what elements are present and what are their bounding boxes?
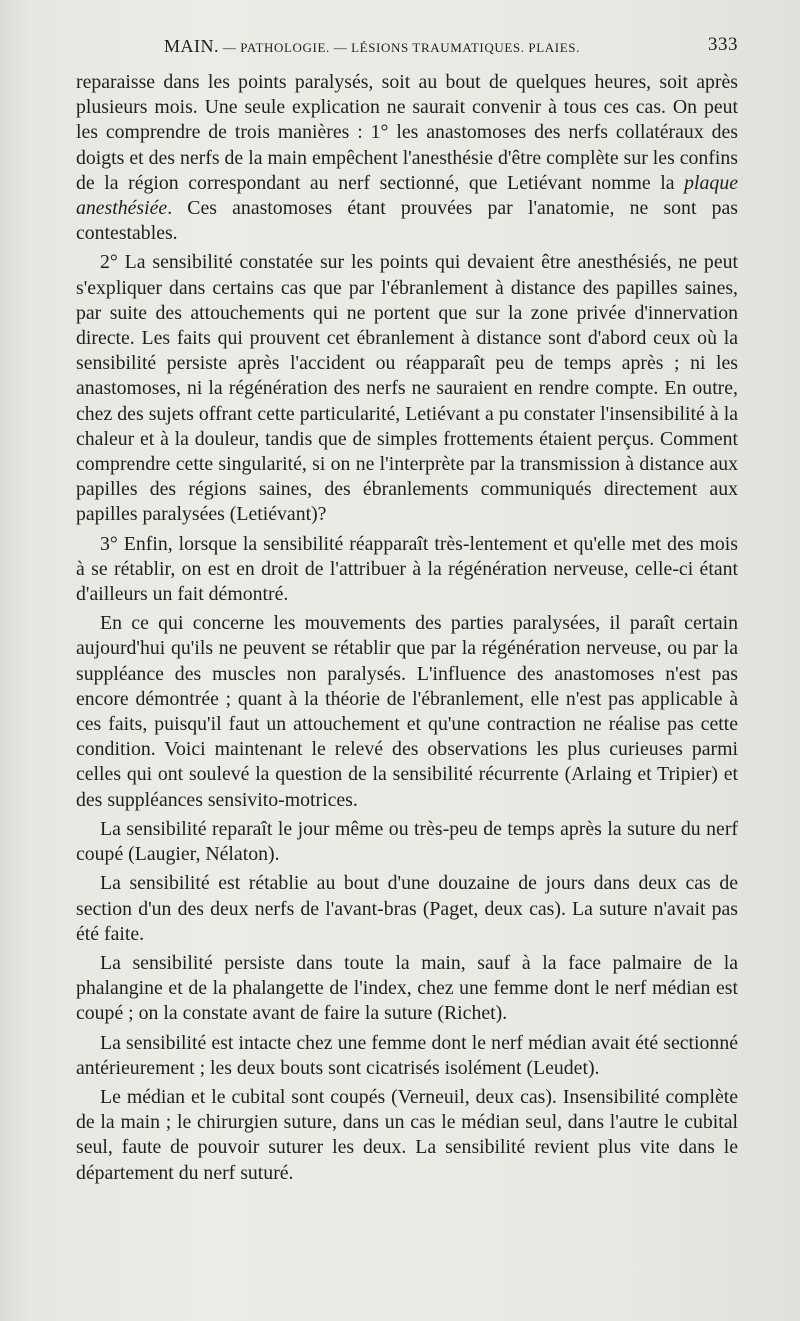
paragraph-1-after: . Ces anastomoses étant prouvées par l'anatomie, ne sont pas contestables. (76, 197, 738, 245)
running-header (76, 34, 738, 62)
paragraph-5: La sensibilité reparaît le jour même ou très-peu de temps après la suture du nerf coupé (Laugier, Nélaton). (76, 817, 738, 866)
paragraph-3: 3° Enfin, lorsque la sensibilité réapparaît très-lentement et qu'elle met des mois à se rétablir, on est en droit de l'attribuer à la régénération nerveuse, celle-ci étant d'ailleurs un fait démontré. (76, 532, 738, 606)
header-title-main: MAIN. (164, 36, 219, 56)
paragraph-2: 2° La sensibilité constatée sur les points qui devaient être anesthésiés, ne peut s'expliquer dans certains cas que par l'ébranlement à distance des papilles saines, par suite des attouchements qui ne portent que sur la zone privée d'innervation directe. Les faits qui prouvent cet ébranlement à distance sont d'abord ceux où la sensibilité persiste après l'accident ou réapparaît peu de temps après ; ni les anastomoses, ni la régénération des nerfs ne sauraient en rendre compte. En outre, chez des sujets offrant cette particularité, Letiévant a pu constater l'insensibilité à la chaleur et à la douleur, tandis que de simples frottements étaient perçus. Comment comprendre cette singularité, si on ne l'interprète par la transmission à distance aux papilles des régions saines, des ébranlements communiqués directement aux papilles paralysées (Letiévant)? (76, 251, 738, 526)
page-number: 333 (708, 34, 738, 55)
paragraph-8: La sensibilité est intacte chez une femme dont le nerf médian avait été sectionné antérieurement ; les deux bouts sont cicatrisés isolément (Leudet). (76, 1031, 738, 1079)
header-title-rest: — PATHOLOGIE. — LÉSIONS TRAUMATIQUES. PLAIES. (219, 40, 580, 55)
paragraph-7: La sensibilité persiste dans toute la main, sauf à la face palmaire de la phalangine et de la phalangette de l'index, chez une femme dont le nerf médian est coupé ; on la constate avant de faire la suture (Richet). (76, 951, 738, 1025)
paragraph-1 (76, 70, 738, 246)
paragraph-1-before: reparaisse dans les points paralysés, soit au bout de quelques heures, soit après plusieurs mois. Une seule explication ne saurait convenir à tous ces cas. On peut les comprendre de trois manières : 1° les anastomoses des nerfs collatéraux des doigts et des nerfs de la main empêchent l'anesthésie d'être complète sur les confins de la région correspondant au nerf sectionné, que Letiévant nomme la (76, 71, 738, 194)
paragraph-4: En ce qui concerne les mouvements des parties paralysées, il paraît certain aujourd'hui qu'ils ne peuvent se rétablir que par la régénération nerveuse, ou par la suppléance des muscles non paralysés. L'influence des anastomoses n'est pas encore démontrée ; quant à la théorie de l'ébranlement, elle n'est pas applicable à ces faits, puisqu'il faut un attouchement et qu'une contraction ne réalise pas cette condition. Voici maintenant le relevé des observations les plus curieuses parmi celles qui ont soulevé la question de la sensibilité récurrente (Arlaing et Tripier) et des suppléances sensivito-motrices. (76, 612, 738, 811)
paragraph-1-italic-term: plaque anesthésiée (76, 171, 738, 220)
paragraph-6: La sensibilité est rétablie au bout d'une douzaine de jours dans deux cas de section d'un des deux nerfs de l'avant-bras (Paget, deux cas). La suture n'avait pas été faite. (76, 872, 738, 945)
paragraph-9: Le médian et le cubital sont coupés (Verneuil, deux cas). Insensibilité complète de la main ; le chirurgien suture, dans un cas le médian seul, dans l'autre le cubital seul, faute de pouvoir suturer les deux. La sensibilité revient plus vite dans le département du nerf suturé. (76, 1085, 738, 1184)
body-text (76, 70, 738, 1190)
header-title (164, 36, 580, 57)
